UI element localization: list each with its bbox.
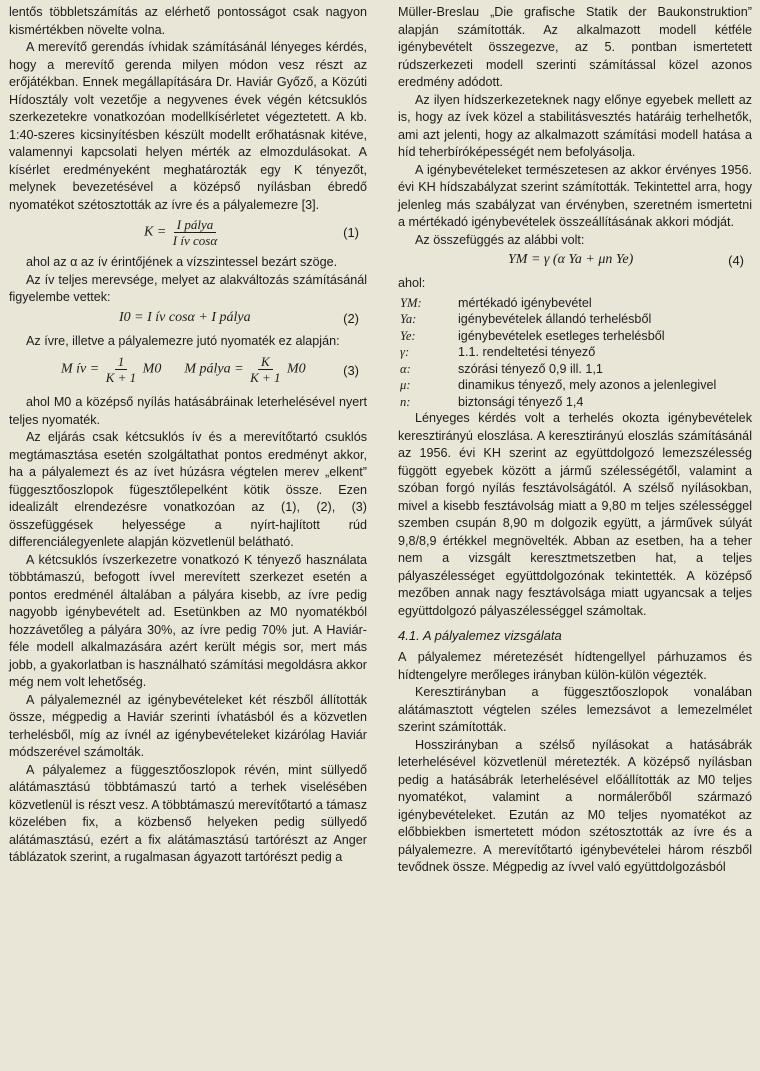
paragraph: A igénybevételeket természetesen az akkor érvényes 1956. évi KH hídszabályzat szerint számították. Tekintettel arra, hogy jelenleg más szabályzat van érvényben, szeretném ismertetni a mértékadó igénybevételek összeállításának akkori módját. bbox=[398, 162, 752, 229]
paragraph: A pályalemeznél az igénybevételeket két részből állították össze, mégpedig a Haviár szerinti ívhatásból és a közvetlen terhelésből, míg az ívnél az igénybevételeket kizárólag Haviár módszerével számolták. bbox=[9, 692, 367, 759]
equation-3 bbox=[9, 351, 367, 391]
legend-symbol: YM: bbox=[400, 295, 422, 310]
equation-rhs: M0 bbox=[142, 361, 162, 377]
legend-symbol: μ: bbox=[400, 378, 411, 392]
paragraph: Müller-Breslau „Die grafische Statik der Baukonstruktion” alapján számították. Az alkalmazott modell kétféle igénybevételt összegezve, az 5. pontban ismertetett rúdszerkezeti modell szerinti számítással közel azonos eredmény adódott. bbox=[398, 5, 752, 89]
legend-row bbox=[398, 361, 752, 378]
paragraph: Hosszirányban a szélső nyílásokat a hatásábrák leterhelésével közvetlenül méretezték. A középső nyílásban pedig a hatásábrák leterhelésével előállították az M0 teljes nyomatékot, valamint a normálerőből származó igénybevételeket. Ezután az M0 teljes nyomatékot az előbbiekben ismertetett módon szétosztották az ívre és a pályalemezre. A merevítőtartó igénybevételei három részből tevődnek össze. Mégpedig az ívvel való együttdolgozásból bbox=[398, 737, 752, 874]
paragraph: Keresztirányban a függesztőoszlopok vonalában alátámasztott végtelen széles lemezsávot a lemezelmélet szerint számították. bbox=[398, 685, 752, 734]
left-column bbox=[9, 4, 367, 867]
equation-fraction bbox=[170, 217, 220, 248]
legend-definition: biztonsági tényező 1,4 bbox=[458, 394, 584, 409]
equation-body: YM = γ (α Ya + μn Ye) bbox=[508, 252, 634, 267]
legend-symbol: α: bbox=[400, 361, 411, 376]
paragraph: lentős többletszámítás az elérhető pontosságot csak nagyon kismértékben növelte volna. bbox=[9, 5, 367, 37]
section-heading: 4.1. A pályalemez vizsgálata bbox=[398, 628, 562, 643]
equation-4 bbox=[398, 250, 752, 272]
fraction-denominator: K + 1 bbox=[250, 370, 281, 385]
legend-definition: dinamikus tényező, mely azonos a jelenlegivel bbox=[458, 378, 717, 392]
paragraph: Az ív teljes merevsége, melyet az alakváltozás számításánál figyelembe vettek: bbox=[9, 272, 367, 304]
legend-symbol: n: bbox=[400, 394, 411, 409]
paragraph: A kétcsuklós ívszerkezetre vonatkozó K tényező használata többtámaszú, befogott ívvel merevített szerkezet esetén a pontos eredménél általában a pályára kisebb, az ívre pedig nagyobb igénybevételt ad. Esetünkben az M0 nyomatékból hozzávetőleg a pályára 30%, az ívre pedig 70% jut. A Haviár-féle modell alkalmazására azért került mégis sor, mert más jobb, a gyakorlatban is használható számítási megoldásra akkor még nem volt lehetőség. bbox=[9, 552, 367, 689]
equation-rhs: M0 bbox=[287, 361, 306, 377]
legend-definition: mértékadó igénybevétel bbox=[458, 295, 592, 310]
legend-definition: 1.1. rendeltetési tényező bbox=[458, 345, 596, 359]
paragraph: A pályalemez a függesztőoszlopok révén, mint süllyedő alátámasztású többtámaszú tartó a terhek viselésében közvetlenül is részt vesz. A többtámaszú merevítőtartó a támasz közelében fix, a közbenső helyeken pedig süllyedő alátámasztású, ezért a fix alátámasztású tartórészt az Anger táblázatok szerint, a rugalmasan ágyazott tartórészt pedig a bbox=[9, 762, 367, 864]
paragraph: A pályalemez méretezését hídtengellyel párhuzamos és hídtengelyre merőleges irányban külön-külön végezték. bbox=[398, 650, 752, 682]
legend-row bbox=[398, 344, 752, 361]
fraction-numerator: K bbox=[258, 354, 273, 370]
equation-body: I0 = I ív cosα + I pálya bbox=[119, 309, 251, 325]
equation-number: (1) bbox=[343, 225, 359, 240]
legend-definition: szórási tényező 0,9 ill. 1,1 bbox=[458, 361, 603, 376]
legend-row bbox=[398, 394, 752, 411]
equation-number: (4) bbox=[728, 253, 744, 268]
paragraph: Lényeges kérdés volt a terhelés okozta igénybevételek keresztirányú eloszlása. A keresztirányú eloszlás számításánál az 1956. évi KH szerint az együttdolgozó lemezszélesség függött egyebek között a jármű szélességétől, valamint a szóban forgó nyílás fesztávolságától. A szélső nyílásokban, mivel a kisebb fesztávolság miatt a 9,80 m teljes szélességgel szemben csupán 8,90 m dolgozik együtt, a járművek súlyát 9,8/8,9 értékkel megnövelték. Abban az esetben, ha a teher nem a vizsgált keresztmetszetben hat, a teljes pályaszélességet együttdolgozónak tekintették. A középső mezőben annak nagy fesztávolsága miatt ugyancsak a teljes együttdolgozó pályaszélességgel számoltak. bbox=[398, 411, 752, 618]
equation-2 bbox=[9, 308, 367, 330]
equation-fraction bbox=[247, 354, 283, 385]
paragraph: Az eljárás csak kétcsuklós ív és a merevítőtartó csuklós megtámasztása esetén szolgáltathat pontos eredményt akkor, ha a pályalemezt és az ívet húzásra végtelen merev „elkent” függesztőoszlopok fügesztőlepelként kötik össze. Ezen idealizált elrendezésre vonatkozóan az (1), (2), (3) összefüggések helyessége a nyírt-hajlított rúd differenciálegyenlete alapján közvetlenül belátható. bbox=[9, 430, 367, 549]
paragraph: Az ívre, illetve a pályalemezre jutó nyomaték ez alapján: bbox=[26, 333, 340, 348]
legend-definition: igénybevételek esetleges terhelésből bbox=[458, 328, 665, 343]
fraction-numerator: I pálya bbox=[174, 217, 216, 233]
legend-definition: igénybevételek állandó terhelésből bbox=[458, 312, 652, 326]
equation-lhs: M ív = bbox=[61, 361, 100, 377]
paragraph: ahol az α az ív érintőjének a vízszintessel bezárt szöge. bbox=[26, 255, 338, 269]
legend-row bbox=[398, 377, 752, 394]
legend-row bbox=[398, 328, 752, 345]
fraction-numerator: 1 bbox=[115, 354, 128, 370]
fraction-denominator: I ív cosα bbox=[172, 233, 218, 248]
equation-lhs: K = bbox=[144, 224, 167, 240]
equation-lhs: M pálya = bbox=[184, 361, 244, 377]
paragraph: A merevítő gerendás ívhidak számításánál lényeges kérdés, hogy a merevítő gerenda milyen módon vesz részt az erőjátékban. Ennek megállapítására Dr. Haviár Győző, a Közúti Hídosztály volt vezetője a negyvenes évek végén kétcsuklós szerkezetekre vonatkozóan modellkísérletet végeztetett. A kb. 1:40-szeres kicsinyítésben készült modellt erőhatásnak kitéve, valamennyi kapcsolati helyen mérték az elmozdulásokat. A kísérlet eredményeként meghatározták egy K tényezőt, melynek bevezetésével a középső nyílásban ébredő nyomatékot szétosztották az ívre és a pályalemezre [3]. bbox=[9, 40, 367, 212]
legend-symbol: Ya: bbox=[400, 312, 417, 326]
equation-number: (3) bbox=[343, 363, 359, 378]
equation-1 bbox=[9, 215, 367, 251]
legend-row bbox=[398, 311, 752, 328]
legend-symbol: γ: bbox=[400, 345, 410, 359]
symbol-legend bbox=[398, 295, 752, 411]
paragraph: Az ilyen hídszerkezeteknek nagy előnye egyebek mellett az is, hogy az ívek közel a stabilitásvesztés határáig terhelhetők, ami azt jelenti, hogy az alkalmazott számítási modell hatása a híd teherbíróképességét nem befolyásolja. bbox=[398, 92, 752, 159]
legend-symbol: Ye: bbox=[400, 328, 416, 343]
fraction-denominator: K + 1 bbox=[105, 370, 137, 385]
right-column bbox=[398, 4, 752, 877]
paragraph: Az összefüggés az alábbi volt: bbox=[415, 232, 585, 247]
equation-number: (2) bbox=[343, 310, 359, 326]
legend-row bbox=[398, 295, 752, 312]
legend-intro: ahol: bbox=[398, 276, 426, 290]
paragraph: ahol M0 a középső nyílás hatásábráinak leterhelésével nyert teljes nyomaték. bbox=[9, 395, 367, 427]
equation-fraction bbox=[103, 354, 139, 385]
